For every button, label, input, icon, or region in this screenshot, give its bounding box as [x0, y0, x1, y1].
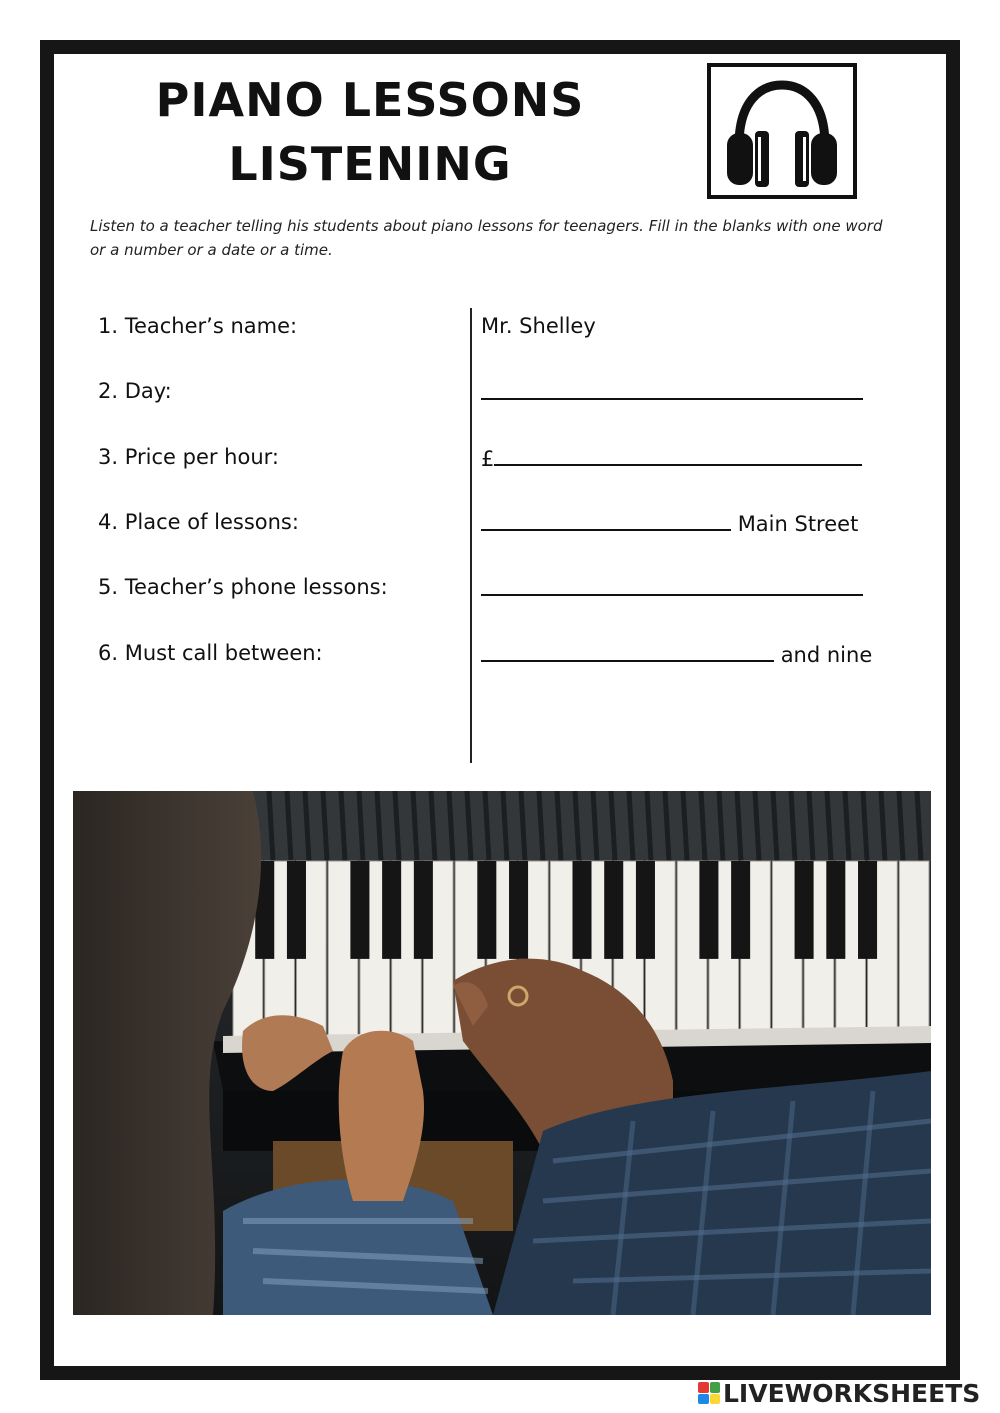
question-6-answer	[481, 638, 872, 670]
question-1-label: 1. Teacher’s name:	[98, 314, 298, 338]
question-6-label: 6. Must call between:	[98, 641, 323, 665]
logo-square-green	[710, 1382, 721, 1393]
instructions-text: Listen to a teacher telling his students about piano lessons for teenagers. Fill in the blanks with one word or a number or a date or a time.	[90, 217, 883, 259]
black-key	[604, 861, 623, 959]
question-3-answer	[481, 442, 862, 474]
worksheet-title	[120, 68, 620, 196]
black-key	[858, 861, 877, 959]
answer-3-prefix: £	[481, 447, 495, 471]
black-key	[287, 861, 306, 959]
title-line-2: LISTENING	[228, 137, 512, 191]
black-key	[477, 861, 496, 959]
black-key	[572, 861, 591, 959]
question-2-label: 2. Day:	[98, 379, 172, 403]
answer-1-text: Mr. Shelley	[481, 314, 596, 338]
logo-square-blue	[698, 1394, 709, 1405]
answer-2-blank[interactable]	[481, 376, 863, 400]
answer-5-blank[interactable]	[481, 572, 863, 596]
column-divider	[470, 308, 472, 763]
answer-3-blank[interactable]	[494, 442, 862, 466]
title-line-1: PIANO LESSONS	[155, 73, 585, 127]
black-key	[636, 861, 655, 959]
answer-4-blank[interactable]	[481, 507, 731, 531]
black-key	[382, 861, 401, 959]
question-3-label: 3. Price per hour:	[98, 445, 279, 469]
black-key	[699, 861, 718, 959]
black-key	[795, 861, 814, 959]
white-key	[899, 861, 929, 1039]
piano-hands-photo	[73, 791, 931, 1315]
liveworksheets-logo-icon	[698, 1382, 720, 1404]
question-5-answer	[481, 572, 863, 604]
piano-photo-illustration	[73, 791, 931, 1315]
logo-square-yellow	[710, 1394, 721, 1405]
black-key	[509, 861, 528, 959]
black-key	[350, 861, 369, 959]
logo-square-red	[698, 1382, 709, 1393]
question-4-answer	[481, 507, 858, 539]
question-5-label: 5. Teacher’s phone lessons:	[98, 575, 388, 599]
black-key	[731, 861, 750, 959]
answer-6-suffix: and nine	[780, 643, 873, 667]
watermark-text: LIVEWORKSHEETS	[723, 1378, 981, 1408]
headphones-icon	[717, 73, 847, 191]
answer-4-suffix: Main Street	[737, 512, 859, 536]
black-key	[414, 861, 433, 959]
question-1-answer	[481, 311, 596, 341]
liveworksheets-watermark	[698, 1378, 980, 1408]
question-2-answer	[481, 376, 863, 408]
headphones-box	[707, 63, 857, 199]
answer-6-blank[interactable]	[481, 638, 774, 662]
question-4-label: 4. Place of lessons:	[98, 510, 299, 534]
black-key	[826, 861, 845, 959]
